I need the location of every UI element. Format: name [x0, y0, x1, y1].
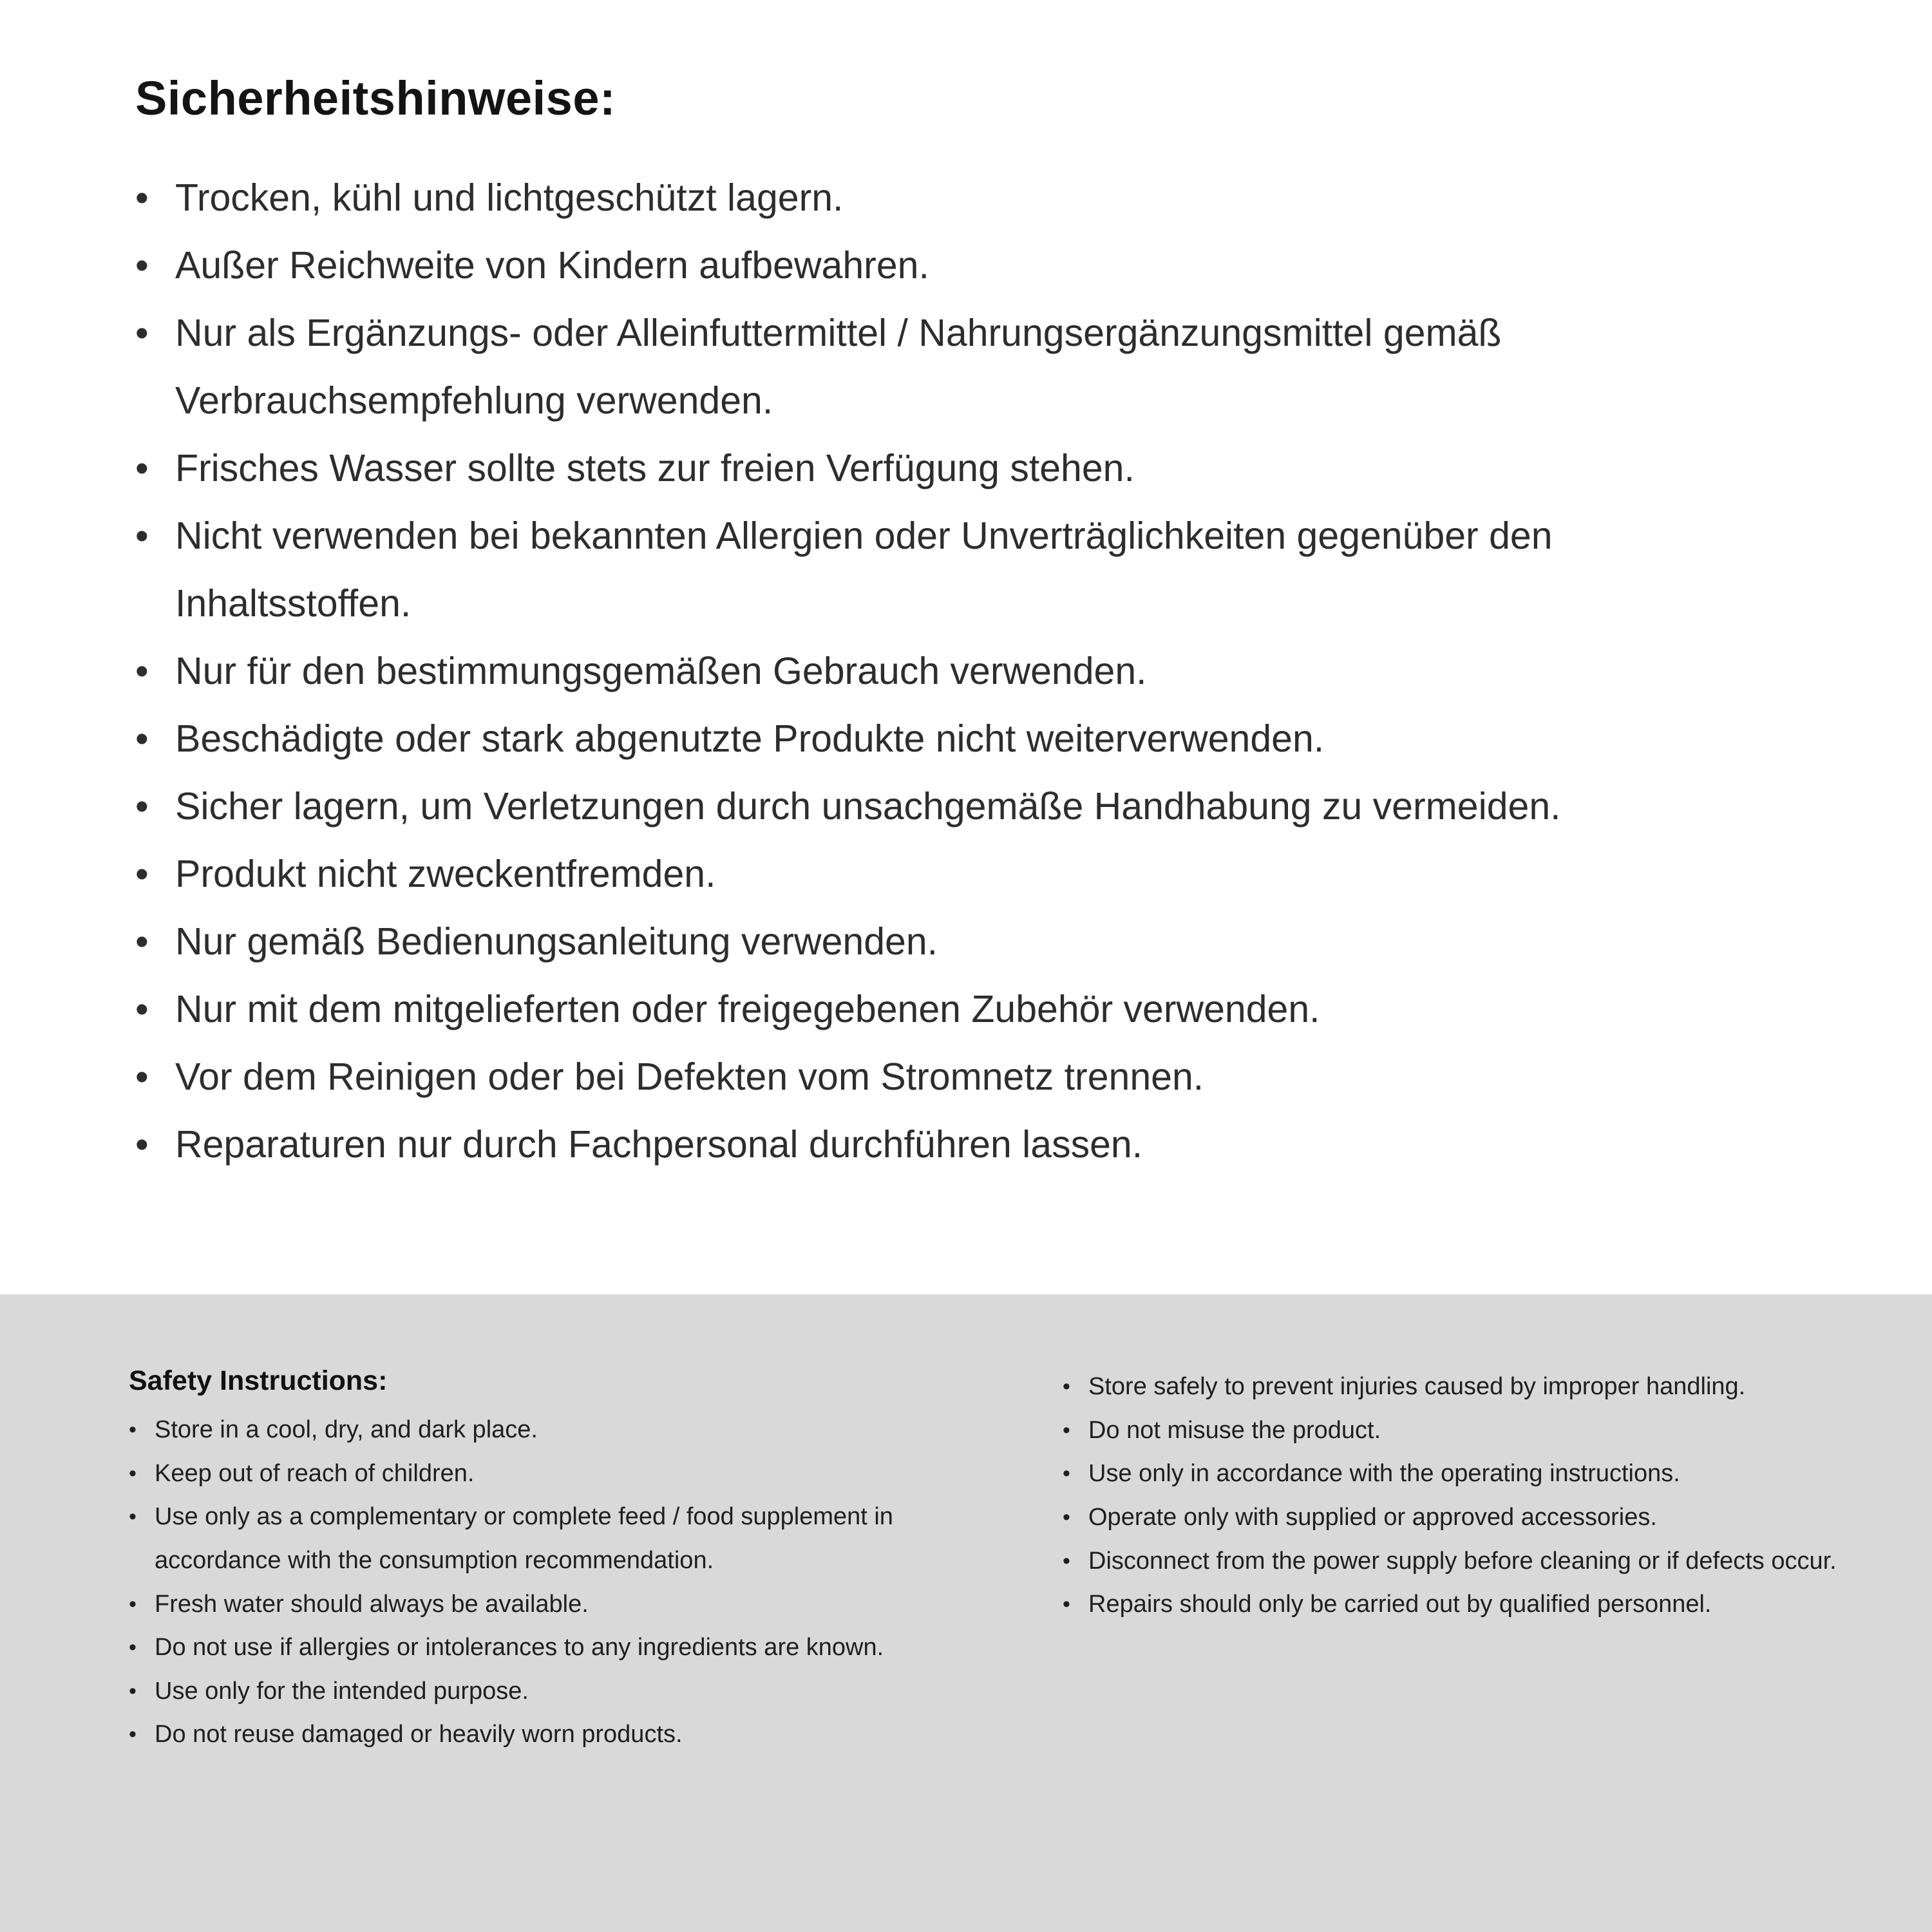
list-item-text: Nicht verwenden bei bekannten Allergien oder Unverträglichkeiten gegenüber den Inhaltsstoffen.	[175, 515, 1553, 625]
list-item-text: Außer Reichweite von Kindern aufbewahren.	[175, 244, 929, 287]
bullet-icon: •	[1063, 1417, 1070, 1443]
list-item-text: Reparaturen nur durch Fachpersonal durchführen lassen.	[175, 1123, 1143, 1166]
bullet-icon: •	[135, 650, 149, 693]
bullet-icon: •	[135, 447, 149, 490]
list-item	[135, 435, 1797, 502]
bullet-icon: •	[135, 920, 149, 963]
list-item-text: Fresh water should always be available.	[155, 1590, 589, 1618]
list-item-text: Trocken, kühl und lichtgeschützt lagern.	[175, 176, 844, 219]
list-item-text: Store safely to prevent injuries caused by improper handling.	[1088, 1373, 1746, 1400]
bullet-icon: •	[129, 1635, 137, 1660]
bullet-icon: •	[1063, 1461, 1070, 1486]
list-item-text: Nur mit dem mitgelieferten oder freigegebenen Zubehör verwenden.	[175, 988, 1320, 1031]
bullet-icon: •	[1063, 1504, 1070, 1530]
list-item	[135, 773, 1797, 840]
english-safety-list-right	[1063, 1365, 1874, 1627]
list-item-text: Use only as a complementary or complete feed / food supplement in accordance with the consumption recommendation.	[155, 1503, 893, 1574]
list-item	[129, 1452, 992, 1496]
german-section-title: Sicherheitshinweise:	[135, 71, 616, 125]
english-right-column	[1063, 1365, 1874, 1932]
list-item	[135, 232, 1797, 299]
english-safety-list-left	[129, 1408, 992, 1757]
bullet-icon: •	[135, 176, 149, 219]
list-item-text: Disconnect from the power supply before cleaning or if defects occur.	[1088, 1547, 1837, 1575]
bullet-icon: •	[135, 785, 149, 828]
list-item-text: Vor dem Reinigen oder bei Defekten vom Stromnetz trennen.	[175, 1056, 1204, 1099]
bullet-icon: •	[129, 1504, 137, 1530]
list-item-text: Do not use if allergies or intolerances to any ingredients are known.	[155, 1634, 884, 1662]
bullet-icon: •	[135, 1123, 149, 1166]
bullet-icon: •	[135, 1056, 149, 1099]
list-item	[135, 976, 1797, 1043]
list-item	[135, 638, 1797, 705]
bullet-icon: •	[1063, 1548, 1070, 1573]
list-item-text: Produkt nicht zweckentfremden.	[175, 853, 716, 896]
list-item-text: Frisches Wasser sollte stets zur freien Verfügung stehen.	[175, 447, 1135, 490]
list-item	[135, 705, 1797, 773]
list-item	[135, 299, 1797, 435]
list-item	[135, 502, 1797, 638]
english-left-column	[129, 1365, 992, 1932]
list-item-text: Use only in accordance with the operating instructions.	[1088, 1460, 1680, 1488]
list-item	[129, 1495, 992, 1582]
bullet-icon: •	[129, 1722, 137, 1747]
list-item	[129, 1583, 992, 1627]
list-item	[135, 164, 1797, 232]
list-item	[1063, 1409, 1874, 1453]
bullet-icon: •	[135, 853, 149, 896]
bullet-icon: •	[129, 1461, 137, 1486]
bullet-icon: •	[1063, 1374, 1070, 1399]
bullet-icon: •	[135, 312, 149, 355]
list-item	[1063, 1452, 1874, 1496]
list-item-text: Store in a cool, dry, and dark place.	[155, 1416, 538, 1443]
bullet-icon: •	[135, 515, 149, 558]
bullet-icon: •	[135, 717, 149, 761]
list-item	[1063, 1540, 1874, 1584]
bullet-icon: •	[129, 1417, 137, 1442]
list-item	[129, 1713, 992, 1757]
english-safety-section	[0, 1294, 1932, 1932]
list-item-text: Beschädigte oder stark abgenutzte Produkte nicht weiterverwenden.	[175, 717, 1325, 761]
list-item-text: Do not reuse damaged or heavily worn products.	[155, 1721, 683, 1748]
bullet-icon: •	[1063, 1592, 1070, 1617]
list-item	[1063, 1365, 1874, 1409]
bullet-icon: •	[129, 1678, 137, 1703]
list-item	[135, 840, 1797, 908]
bullet-icon: •	[129, 1591, 137, 1616]
list-item	[1063, 1583, 1874, 1627]
list-item-text: Use only for the intended purpose.	[155, 1677, 529, 1705]
list-item	[135, 908, 1797, 976]
list-item-text: Nur als Ergänzungs- oder Alleinfuttermittel / Nahrungsergänzungsmittel gemäß Verbrauchsempfehlung verwenden.	[175, 312, 1502, 422]
english-section-title: Safety Instructions:	[129, 1365, 388, 1396]
list-item	[129, 1408, 992, 1452]
list-item-text: Sicher lagern, um Verletzungen durch unsachgemäße Handhabung zu vermeiden.	[175, 785, 1561, 828]
list-item	[129, 1670, 992, 1714]
list-item	[1063, 1496, 1874, 1540]
list-item-text: Repairs should only be carried out by qualified personnel.	[1088, 1591, 1712, 1618]
list-item	[135, 1111, 1797, 1179]
list-item	[135, 1043, 1797, 1111]
german-safety-list	[135, 164, 1797, 1179]
list-item-text: Nur gemäß Bedienungsanleitung verwenden.	[175, 920, 938, 963]
bullet-icon: •	[135, 988, 149, 1031]
list-item-text: Do not misuse the product.	[1088, 1416, 1381, 1444]
list-item-text: Operate only with supplied or approved accessories.	[1088, 1503, 1657, 1531]
list-item-text: Nur für den bestimmungsgemäßen Gebrauch verwenden.	[175, 650, 1147, 693]
bullet-icon: •	[135, 244, 149, 287]
list-item-text: Keep out of reach of children.	[155, 1459, 475, 1487]
list-item	[129, 1626, 992, 1670]
